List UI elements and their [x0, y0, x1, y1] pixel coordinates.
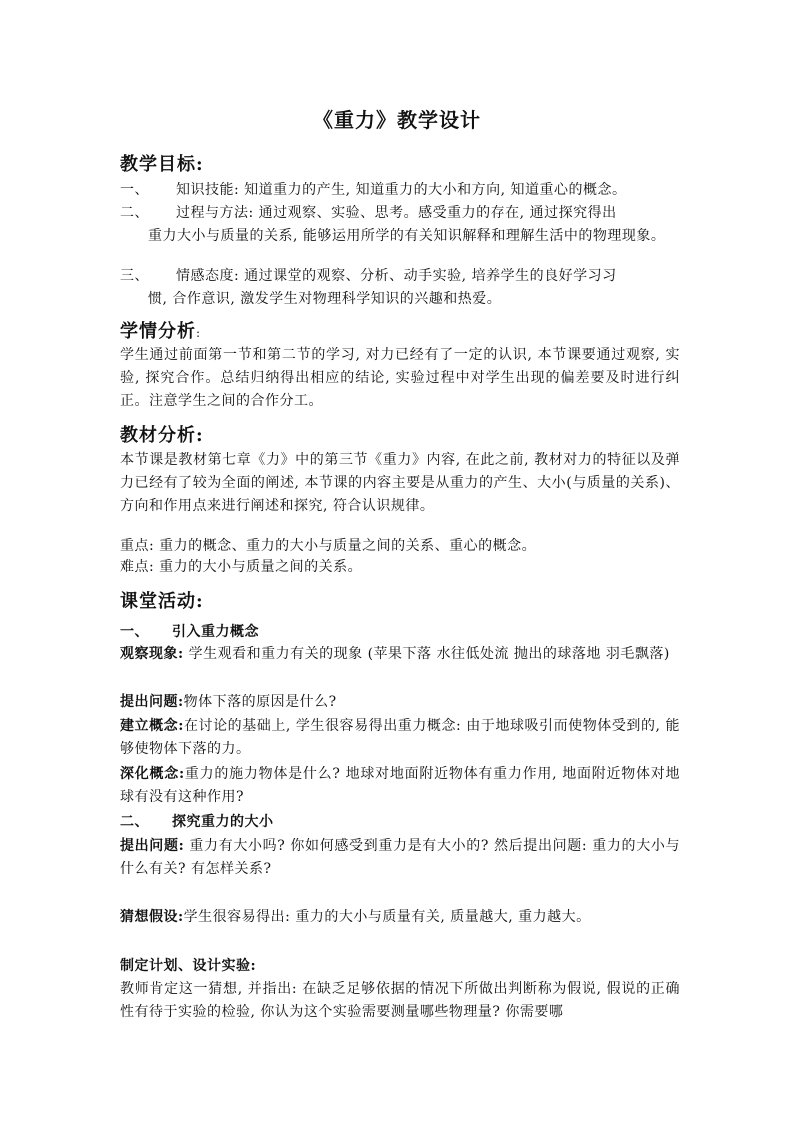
- observe-label: 观察现象:: [120, 646, 184, 662]
- question2-label: 提出问题:: [120, 838, 185, 854]
- question2-text: 重力有大小吗? 你如何感受到重力是有大小的? 然后提出问题: 重力的大小与什么有关? 有怎样关系?: [120, 838, 680, 877]
- objective-item-3: [120, 265, 680, 311]
- section-number: 一、: [120, 624, 149, 640]
- list-number: 二、: [120, 205, 149, 221]
- question1-text: 物体下落的原因是什么?: [183, 694, 337, 710]
- deepen-text: 重力的施力物体是什么? 地球对地面附近物体有重力作用, 地面附近物体对地球有没有这种作用?: [120, 766, 680, 805]
- deepen-label: 深化概念:: [120, 766, 185, 782]
- plan-label: 制定计划、设计实验:: [120, 958, 257, 974]
- plan-text: 教师肯定这一猜想, 并指出: 在缺乏足够依据的情况下所做出判断称为假说, 假说的正确性有待于实验的检验, 你认为这个实验需要测量哪些物理量? 你需要哪: [120, 981, 680, 1020]
- hypothesis-text: 学生很容易得出: 重力的大小与质量有关, 质量越大, 重力越大。: [183, 909, 591, 925]
- list-number: 三、: [120, 268, 149, 284]
- section-title: 探究重力的大小: [172, 814, 274, 830]
- list-number: 一、: [120, 182, 149, 198]
- question2-paragraph: [120, 835, 680, 881]
- student-analysis-text: 学生通过前面第一节和第二节的学习, 对力已经有了一定的认识, 本节课要通过观察, 实验, 探究合作。总结归纳得出相应的结论, 实验过程中对学生出现的偏差要及时进行纠正。注意学生之间的合作分工。: [120, 347, 680, 409]
- heading-colon: :: [196, 326, 202, 340]
- objectives-heading: 教学目标:: [120, 154, 204, 175]
- difficult-point: 难点: 重力的大小与质量之间的关系。: [120, 559, 363, 575]
- objective-text: 知识技能: 知道重力的产生, 知道重力的大小和方向, 知道重心的概念。: [176, 182, 627, 198]
- section-title: 引入重力概念: [172, 624, 259, 640]
- section-number: 二、: [120, 814, 149, 830]
- hypothesis-paragraph: [120, 906, 680, 929]
- observe-text: 学生观看和重力有关的现象 (苹果下落 水往低处流 抛出的球落地 羽毛飘落): [183, 646, 670, 662]
- deepen-paragraph: [120, 763, 680, 809]
- concept-paragraph: [120, 715, 680, 761]
- section-2-heading: [120, 811, 274, 831]
- section-1-heading: [120, 621, 259, 641]
- textbook-analysis-text: 本节课是教材第七章《力》中的第三节《重力》内容, 在此之前, 教材对力的特征以及弹力已经有了较为全面的阐述, 本节课的内容主要是从重力的产生、大小(与质量的关系)、方向和作用点来进行阐述和探究, 符合认识规律。: [120, 452, 680, 514]
- student-analysis-heading-text: 学情分析: [120, 321, 196, 342]
- objective-text-continued: 惯, 合作意识, 激发学生对物理科学知识的兴趣和热爱。: [148, 291, 502, 307]
- objective-item-1: [120, 179, 680, 202]
- hypothesis-label: 猜想假设:: [120, 909, 184, 925]
- page-title: 《重力》教学设计: [313, 108, 481, 132]
- student-analysis-heading: [120, 317, 201, 343]
- activities-heading: 课堂活动:: [120, 591, 204, 612]
- objective-text: 情感态度: 通过课堂的观察、分析、动手实验, 培养学生的良好学习习: [176, 268, 617, 284]
- objective-text-continued: 重力大小与质量的关系, 能够运用所学的有关知识解释和理解生活中的物理现象。: [148, 228, 666, 244]
- concept-text: 在讨论的基础上, 学生很容易得出重力概念: 由于地球吸引而使物体受到的, 能够使物体下落的力。: [120, 718, 681, 757]
- objective-text: 过程与方法: 通过观察、实验、思考。感受重力的存在, 通过探究得出: [176, 205, 617, 221]
- question1-label: 提出问题:: [120, 694, 184, 710]
- objective-item-2: [120, 202, 680, 248]
- concept-label: 建立概念:: [120, 718, 184, 734]
- textbook-analysis-heading: 教材分析:: [120, 425, 204, 446]
- question1-paragraph: [120, 691, 680, 714]
- plan-paragraph: [120, 955, 680, 1024]
- observe-paragraph: [120, 643, 680, 666]
- key-point: 重点: 重力的概念、重力的大小与质量之间的关系、重心的概念。: [120, 538, 537, 554]
